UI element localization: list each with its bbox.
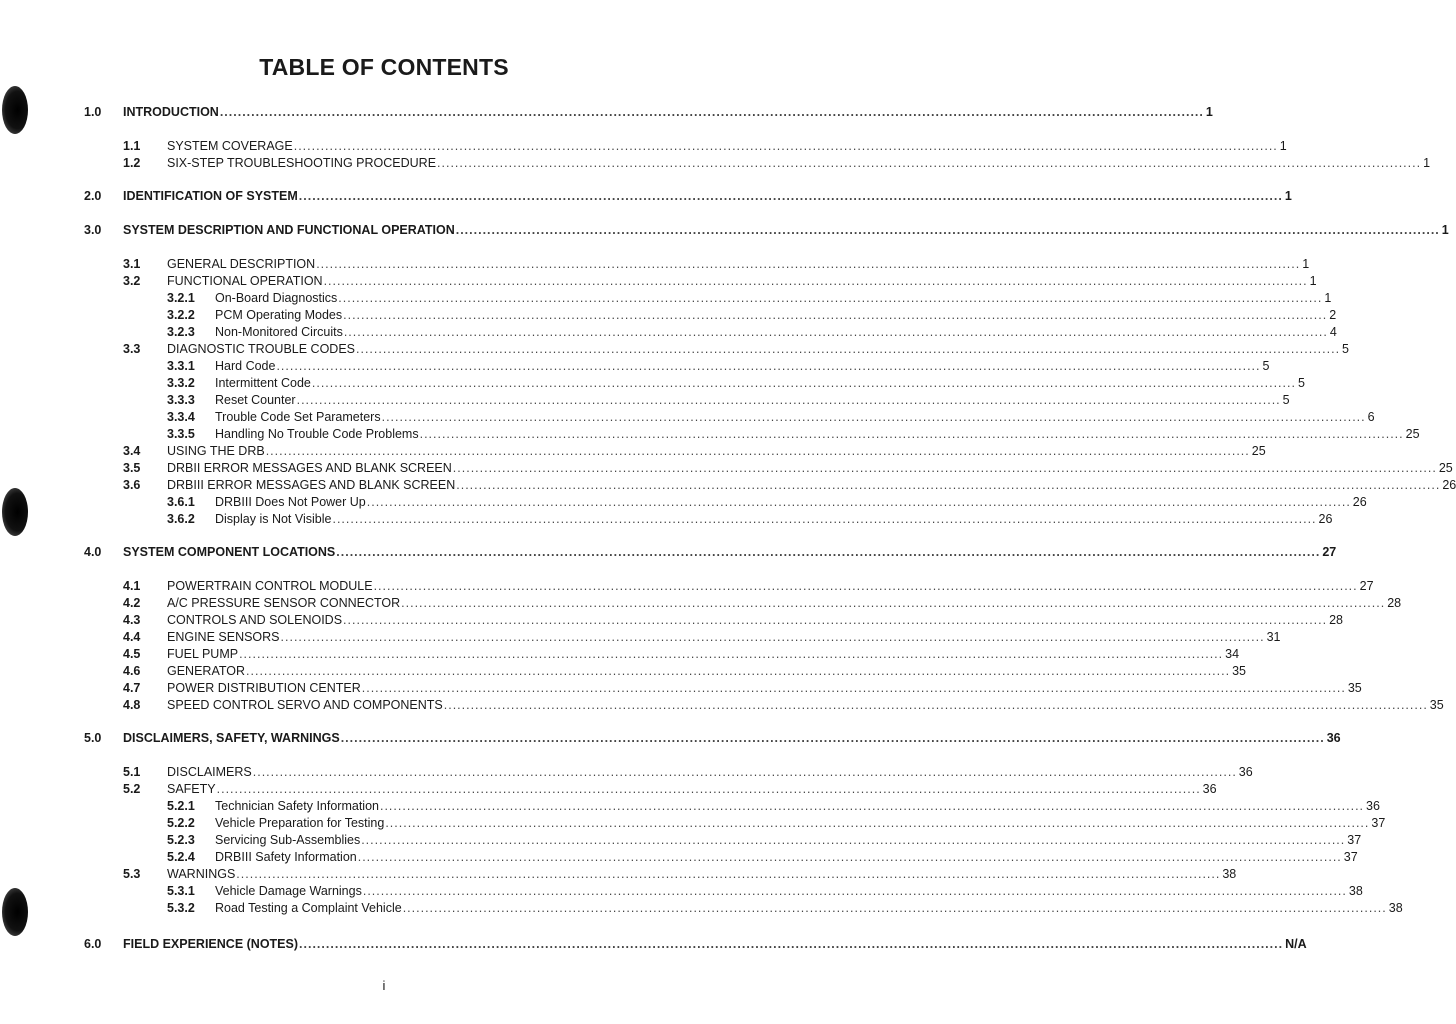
toc-entry xyxy=(0,375,1305,391)
toc-entry xyxy=(0,866,1237,882)
toc-entry-line xyxy=(123,222,1449,238)
toc-entry-number: 3.3.1 xyxy=(167,359,195,373)
toc-entry-line xyxy=(215,832,1362,848)
toc-entry-line xyxy=(167,663,1246,679)
toc-entry-line xyxy=(215,290,1332,306)
toc-entry-title: FUNCTIONAL OPERATION xyxy=(167,274,323,288)
toc-entry-page: 1 xyxy=(1279,139,1287,153)
toc-leader-dots: ............................................................................................................................................................................................................................ xyxy=(276,359,1261,373)
toc-entry-line xyxy=(215,409,1375,425)
toc-entry xyxy=(0,832,1362,848)
toc-entry-title: USING THE DRB xyxy=(167,444,265,458)
toc-leader-dots: ............................................................................................................................................................................................................................ xyxy=(402,901,1387,915)
toc-leader-dots: ............................................................................................................................................................................................................................ xyxy=(299,937,1284,951)
toc-entry-title: Display is Not Visible xyxy=(215,512,332,526)
toc-entry-title: Intermittent Code xyxy=(215,376,311,390)
toc-entry-line xyxy=(167,273,1317,289)
toc-entry xyxy=(0,443,1266,459)
toc-entry-title: Technician Safety Information xyxy=(215,799,379,813)
toc-entry-page: 4 xyxy=(1329,325,1337,339)
toc-leader-dots: ............................................................................................................................................................................................................................ xyxy=(366,495,1351,509)
toc-leader-dots: ............................................................................................................................................................................................................................ xyxy=(239,647,1224,661)
toc-entry-title: A/C PRESSURE SENSOR CONNECTOR xyxy=(167,596,401,610)
toc-leader-dots: ............................................................................................................................................................................................................................ xyxy=(362,884,1347,898)
toc-entry xyxy=(0,188,1292,204)
toc-entry-line xyxy=(215,358,1270,374)
toc-entry-page: 1 xyxy=(1284,189,1292,203)
toc-entry xyxy=(0,104,1213,120)
toc-entry-title: SYSTEM COMPONENT LOCATIONS xyxy=(123,545,336,559)
toc-entry-page: N/A xyxy=(1285,937,1307,951)
toc-entry-number: 5.2.4 xyxy=(167,850,195,864)
toc-entry-page: 28 xyxy=(1329,613,1343,627)
toc-entry-line xyxy=(167,595,1402,611)
toc-entry-title: SYSTEM DESCRIPTION AND FUNCTIONAL OPERATION xyxy=(123,223,455,237)
toc-entry-line xyxy=(123,188,1292,204)
toc-entry xyxy=(0,798,1380,814)
toc-entry-number: 3.6.2 xyxy=(167,512,195,526)
toc-entry-number: 3.3.5 xyxy=(167,427,195,441)
toc-entry-number: 5.3 xyxy=(123,867,141,881)
toc-entry-title: FUEL PUMP xyxy=(167,647,239,661)
toc-entry-title: On-Board Diagnostics xyxy=(215,291,338,305)
toc-entry-page: 34 xyxy=(1225,647,1240,661)
toc-entry-title: SPEED CONTROL SERVO AND COMPONENTS xyxy=(167,698,443,712)
toc-entry-number: 1.2 xyxy=(123,156,141,170)
toc-entry xyxy=(0,256,1310,272)
toc-leader-dots: ............................................................................................................................................................................................................................ xyxy=(343,308,1328,322)
toc-entry-line xyxy=(215,883,1363,899)
toc-entry-title: ENGINE SENSORS xyxy=(167,630,280,644)
toc-entry-page: 5 xyxy=(1282,393,1290,407)
toc-entry-line xyxy=(167,460,1453,476)
toc-entry-title: Vehicle Preparation for Testing xyxy=(215,816,385,830)
toc-entry-number: 6.0 xyxy=(84,937,102,951)
toc-entry xyxy=(0,578,1374,594)
toc-entry-number: 3.4 xyxy=(123,444,141,458)
toc-entry-title: Vehicle Damage Warnings xyxy=(215,884,362,898)
toc-entry-line xyxy=(123,730,1341,746)
toc-entry xyxy=(0,358,1270,374)
toc-entry-line xyxy=(167,629,1281,645)
toc-leader-dots: ............................................................................................................................................................................................................................ xyxy=(357,850,1342,864)
toc-entry-number: 3.0 xyxy=(84,223,102,237)
toc-leader-dots: ............................................................................................................................................................................................................................ xyxy=(316,257,1301,271)
toc-leader-dots: ............................................................................................................................................................................................................................ xyxy=(252,765,1237,779)
toc-entry xyxy=(0,849,1358,865)
toc-entry-line xyxy=(167,138,1287,154)
toc-entry-number: 5.2.2 xyxy=(167,816,195,830)
toc-entry-title: DRBII ERROR MESSAGES AND BLANK SCREEN xyxy=(167,461,452,475)
toc-leader-dots: ............................................................................................................................................................................................................................ xyxy=(356,342,1341,356)
toc-entry-number: 3.5 xyxy=(123,461,141,475)
toc-leader-dots: ............................................................................................................................................................................................................................ xyxy=(246,664,1231,678)
toc-entry xyxy=(0,307,1337,323)
toc-entry-number: 5.2 xyxy=(123,782,141,796)
toc-leader-dots: ............................................................................................................................................................................................................................ xyxy=(443,698,1428,712)
toc-leader-dots: ............................................................................................................................................................................................................................ xyxy=(456,478,1441,492)
toc-entry-page: 6 xyxy=(1367,410,1375,424)
toc-entry-number: 1.0 xyxy=(84,105,102,119)
toc-entry-title: DISCLAIMERS, SAFETY, WARNINGS xyxy=(123,731,340,745)
toc-entry-page: 1 xyxy=(1423,156,1431,170)
toc-entry-page: 36 xyxy=(1202,782,1217,796)
toc-entry-number: 4.7 xyxy=(123,681,141,695)
toc-entry-page: 35 xyxy=(1232,664,1246,678)
toc-entry-line xyxy=(215,511,1333,527)
toc-entry-title: SIX-STEP TROUBLESHOOTING PROCEDURE xyxy=(167,156,437,170)
toc-entry xyxy=(0,629,1281,645)
page-title: TABLE OF CONTENTS xyxy=(259,54,509,80)
toc-entry-line xyxy=(123,544,1337,560)
toc-entry-title: SYSTEM COVERAGE xyxy=(167,139,293,153)
toc-entry xyxy=(0,392,1290,408)
toc-entry-line xyxy=(167,697,1444,713)
toc-entry xyxy=(0,155,1431,171)
toc-leader-dots: ............................................................................................................................................................................................................................ xyxy=(419,427,1404,441)
toc-leader-dots: ............................................................................................................................................................................................................................ xyxy=(373,579,1358,593)
toc-entry-number: 3.6 xyxy=(123,478,141,492)
toc-entry-line xyxy=(167,443,1266,459)
toc-leader-dots: ............................................................................................................................................................................................................................ xyxy=(379,799,1365,813)
toc-entry-title: Handling No Trouble Code Problems xyxy=(215,427,419,441)
toc-leader-dots: ............................................................................................................................................................................................................................ xyxy=(323,274,1308,288)
toc-entry-title: IDENTIFICATION OF SYSTEM xyxy=(123,189,298,203)
toc-entry-line xyxy=(123,936,1307,952)
toc-entry-number: 3.2.1 xyxy=(167,291,195,305)
toc-entry-page: 28 xyxy=(1387,596,1402,610)
toc-entry-title: DRBIII Does Not Power Up xyxy=(215,495,366,509)
toc-entry-page: 37 xyxy=(1371,816,1386,830)
toc-entry-title: DISCLAIMERS xyxy=(167,765,252,779)
page-number: i xyxy=(382,978,386,993)
toc-entry-line xyxy=(215,900,1403,916)
toc-entry xyxy=(0,511,1333,527)
toc-entry-line xyxy=(215,849,1358,865)
toc-entry-number: 4.4 xyxy=(123,630,141,644)
toc-entry-number: 5.0 xyxy=(84,731,102,745)
toc-entry-page: 2 xyxy=(1329,308,1337,322)
toc-entry-page: 1 xyxy=(1441,223,1449,237)
toc-entry-page: 26 xyxy=(1442,478,1456,492)
toc-entry xyxy=(0,936,1307,952)
toc-entry-title: Road Testing a Complaint Vehicle xyxy=(215,901,402,915)
toc-entry-title: DRBIII ERROR MESSAGES AND BLANK SCREEN xyxy=(167,478,456,492)
toc-leader-dots: ............................................................................................................................................................................................................................ xyxy=(340,731,1325,745)
toc-entry xyxy=(0,544,1337,560)
toc-leader-dots: ............................................................................................................................................................................................................................ xyxy=(385,816,1370,830)
toc-entry-page: 26 xyxy=(1352,495,1367,509)
toc-entry-page: 38 xyxy=(1348,884,1363,898)
toc-entry-line xyxy=(215,307,1337,323)
toc-entry-number: 4.2 xyxy=(123,596,141,610)
toc-entry-number: 3.2.2 xyxy=(167,308,195,322)
toc-entry-line xyxy=(215,324,1337,340)
toc-entry-number: 3.3.3 xyxy=(167,393,195,407)
toc-leader-dots: ............................................................................................................................................................................................................................ xyxy=(336,545,1321,559)
toc-leader-dots: ............................................................................................................................................................................................................................ xyxy=(236,867,1221,881)
toc-leader-dots: ............................................................................................................................................................................................................................ xyxy=(298,189,1283,203)
toc-entry xyxy=(0,273,1317,289)
toc-entry-page: 36 xyxy=(1366,799,1380,813)
toc-entry-number: 3.1 xyxy=(123,257,141,271)
toc-leader-dots: ............................................................................................................................................................................................................................ xyxy=(265,444,1250,458)
toc-entry-line xyxy=(167,680,1362,696)
toc-entry-line xyxy=(167,477,1456,493)
toc-entry-title: GENERAL DESCRIPTION xyxy=(167,257,316,271)
toc-entry-page: 27 xyxy=(1322,545,1337,559)
toc-entry-title: CONTROLS AND SOLENOIDS xyxy=(167,613,343,627)
toc-entry-page: 35 xyxy=(1347,681,1362,695)
toc-entry-number: 1.1 xyxy=(123,139,141,153)
toc-entry-number: 3.3 xyxy=(123,342,141,356)
toc-entry xyxy=(0,494,1367,510)
toc-leader-dots: ............................................................................................................................................................................................................................ xyxy=(361,681,1346,695)
toc-entry xyxy=(0,730,1341,746)
toc-entry-title: POWER DISTRIBUTION CENTER xyxy=(167,681,361,695)
toc-entry-title: SAFETY xyxy=(167,782,216,796)
toc-leader-dots: ............................................................................................................................................................................................................................ xyxy=(381,410,1366,424)
toc-entry xyxy=(0,324,1337,340)
toc-leader-dots: ............................................................................................................................................................................................................................ xyxy=(343,325,1328,339)
toc-entry-line xyxy=(167,256,1310,272)
toc-entry-number: 4.6 xyxy=(123,664,141,678)
toc-leader-dots: ............................................................................................................................................................................................................................ xyxy=(293,139,1278,153)
toc-entry-page: 1 xyxy=(1309,274,1317,288)
toc-entry-page: 1 xyxy=(1324,291,1332,305)
toc-entry-title: Servicing Sub-Assemblies xyxy=(215,833,361,847)
toc-entry-page: 5 xyxy=(1342,342,1349,356)
toc-entry-line xyxy=(215,815,1386,831)
toc-entry-page: 36 xyxy=(1238,765,1253,779)
toc-entry-number: 3.2.3 xyxy=(167,325,195,339)
toc-entry-page: 31 xyxy=(1266,630,1281,644)
toc-entry xyxy=(0,815,1386,831)
toc-entry-title: GENERATOR xyxy=(167,664,246,678)
toc-entry xyxy=(0,883,1363,899)
toc-entry-title: POWERTRAIN CONTROL MODULE xyxy=(167,579,373,593)
toc-entry-page: 26 xyxy=(1318,512,1333,526)
toc-leader-dots: ............................................................................................................................................................................................................................ xyxy=(311,376,1296,390)
toc-entry-line xyxy=(215,798,1380,814)
toc-entry-line xyxy=(215,426,1420,442)
toc-entry-page: 37 xyxy=(1347,833,1362,847)
toc-entry xyxy=(0,341,1349,357)
toc-entry-number: 5.2.1 xyxy=(167,799,195,813)
toc-entry-title: DRBIII Safety Information xyxy=(215,850,357,864)
toc-entry-number: 5.3.1 xyxy=(167,884,195,898)
toc-entry-line xyxy=(215,494,1367,510)
toc-entry-page: 5 xyxy=(1262,359,1270,373)
toc-leader-dots: ............................................................................................................................................................................................................................ xyxy=(401,596,1386,610)
toc-entry-title: WARNINGS xyxy=(167,867,236,881)
toc-entry-title: Trouble Code Set Parameters xyxy=(215,410,381,424)
toc-leader-dots: ............................................................................................................................................................................................................................ xyxy=(343,613,1328,627)
toc-entry xyxy=(0,222,1449,238)
toc-entry xyxy=(0,477,1456,493)
toc-entry-line xyxy=(123,104,1213,120)
toc-entry-line xyxy=(167,612,1343,628)
toc-entry-line xyxy=(167,646,1240,662)
toc-entry-line xyxy=(215,375,1305,391)
toc-entry xyxy=(0,697,1444,713)
toc-leader-dots: ............................................................................................................................................................................................................................ xyxy=(452,461,1437,475)
toc-entry-number: 4.8 xyxy=(123,698,141,712)
toc-entry-page: 37 xyxy=(1343,850,1358,864)
toc-entry-line xyxy=(215,392,1290,408)
toc-entry-page: 1 xyxy=(1205,105,1213,119)
toc-entry-number: 3.3.4 xyxy=(167,410,195,424)
toc-entry xyxy=(0,409,1375,425)
toc-entry-line xyxy=(167,155,1431,171)
toc-entry-line xyxy=(167,781,1217,797)
toc-entry-number: 4.1 xyxy=(123,579,141,593)
toc-leader-dots: ............................................................................................................................................................................................................................ xyxy=(455,223,1440,237)
toc-entry-title: DIAGNOSTIC TROUBLE CODES xyxy=(167,342,355,356)
toc-entry-page: 25 xyxy=(1251,444,1266,458)
toc-leader-dots: ............................................................................................................................................................................................................................ xyxy=(216,782,1201,796)
toc-entry-title: Reset Counter xyxy=(215,393,296,407)
toc-entry-title: Hard Code xyxy=(215,359,276,373)
toc-entry-number: 3.6.1 xyxy=(167,495,195,509)
toc-entry-number: 3.2 xyxy=(123,274,141,288)
toc-entry xyxy=(0,595,1402,611)
toc-entry xyxy=(0,900,1403,916)
toc-entry xyxy=(0,781,1217,797)
toc-entry-line xyxy=(167,578,1374,594)
toc-entry-number: 5.3.2 xyxy=(167,901,195,915)
toc-entry xyxy=(0,138,1287,154)
toc-entry-number: 3.3.2 xyxy=(167,376,195,390)
toc-entry-page: 38 xyxy=(1222,867,1237,881)
toc-leader-dots: ............................................................................................................................................................................................................................ xyxy=(338,291,1323,305)
toc-entry xyxy=(0,680,1362,696)
toc-entry-page: 27 xyxy=(1359,579,1374,593)
toc-leader-dots: ............................................................................................................................................................................................................................ xyxy=(332,512,1317,526)
toc-entry-title: INTRODUCTION xyxy=(123,105,219,119)
toc-leader-dots: ............................................................................................................................................................................................................................ xyxy=(280,630,1265,644)
toc-entry-page: 1 xyxy=(1302,257,1310,271)
toc-entry xyxy=(0,612,1343,628)
toc-entry xyxy=(0,426,1420,442)
toc-entry-page: 36 xyxy=(1326,731,1341,745)
toc-leader-dots: ............................................................................................................................................................................................................................ xyxy=(219,105,1204,119)
toc-entry xyxy=(0,460,1453,476)
toc-entry-line xyxy=(167,764,1253,780)
toc-leader-dots: ............................................................................................................................................................................................................................ xyxy=(437,156,1422,170)
toc-entry xyxy=(0,764,1253,780)
toc-entry-title: PCM Operating Modes xyxy=(215,308,343,322)
toc-leader-dots: ............................................................................................................................................................................................................................ xyxy=(296,393,1281,407)
toc-entry-page: 35 xyxy=(1429,698,1444,712)
toc-entry-number: 5.2.3 xyxy=(167,833,195,847)
toc-entry-title: Non-Monitored Circuits xyxy=(215,325,343,339)
toc-entry-line xyxy=(167,341,1349,357)
toc-entry-number: 4.5 xyxy=(123,647,141,661)
toc-entry-number: 4.3 xyxy=(123,613,141,627)
toc-entry-page: 5 xyxy=(1297,376,1305,390)
toc-entry-number: 4.0 xyxy=(84,545,102,559)
toc-entry-page: 38 xyxy=(1388,901,1403,915)
toc-entry-number: 2.0 xyxy=(84,189,102,203)
toc-entry xyxy=(0,663,1246,679)
toc-entry-number: 5.1 xyxy=(123,765,141,779)
toc-entry xyxy=(0,646,1240,662)
toc-entry-page: 25 xyxy=(1438,461,1453,475)
toc-entry-title: FIELD EXPERIENCE (NOTES) xyxy=(123,937,299,951)
toc-entry-line xyxy=(167,866,1237,882)
toc-leader-dots: ............................................................................................................................................................................................................................ xyxy=(361,833,1346,847)
toc-entry-page: 25 xyxy=(1405,427,1420,441)
toc-entry xyxy=(0,290,1332,306)
